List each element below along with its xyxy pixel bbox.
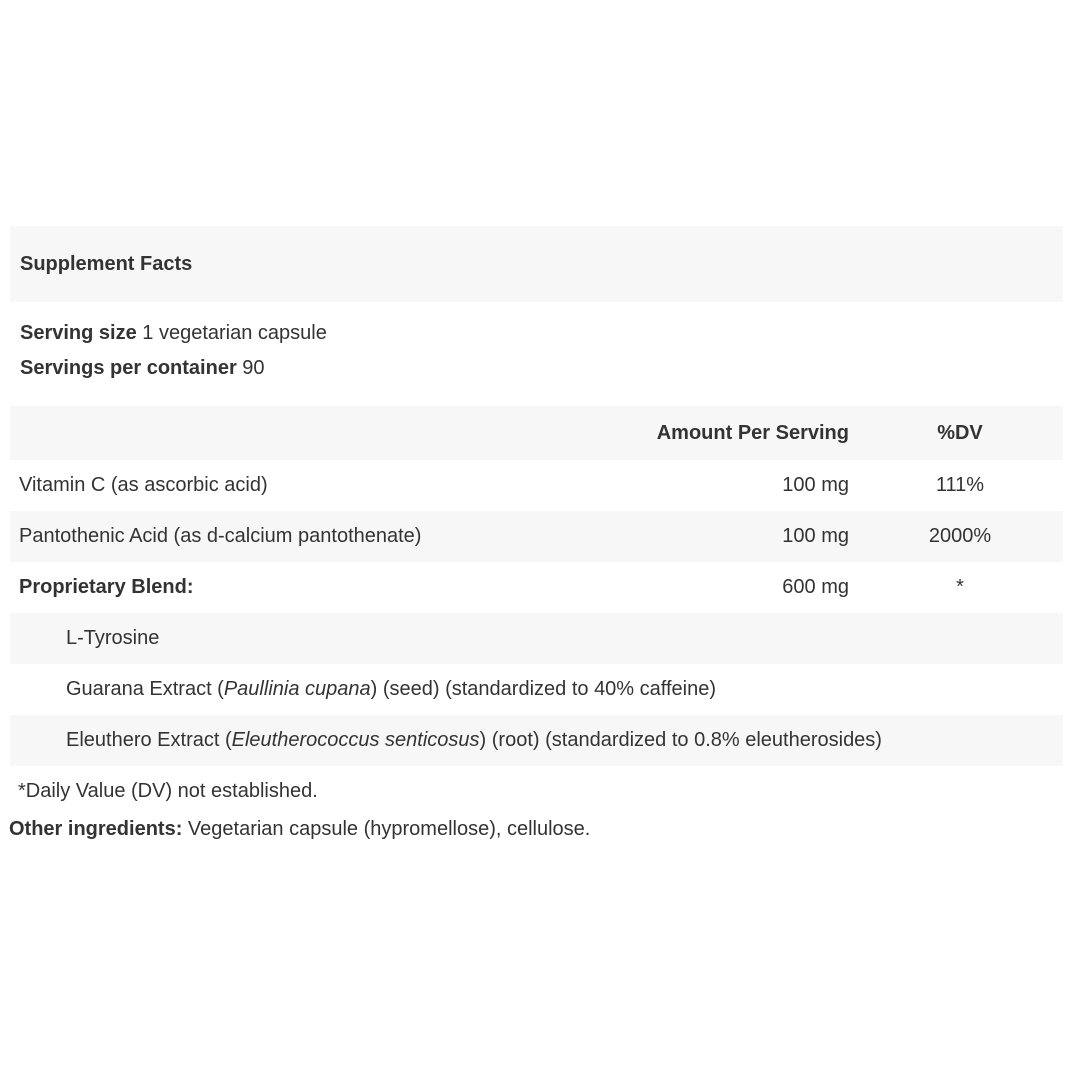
serving-size bbox=[20, 316, 1053, 351]
nutrient-amount: 600 mg bbox=[782, 576, 849, 598]
table-row bbox=[10, 511, 1063, 562]
serving-info bbox=[10, 302, 1063, 406]
nutrient-name: Pantothenic Acid (as d-calcium pantothenate) bbox=[19, 525, 422, 547]
blend-item bbox=[10, 664, 1063, 715]
blend-item-post: ) (seed) (standardized to 40% caffeine) bbox=[370, 678, 716, 700]
blend-item-italic: Eleutherococcus senticosus bbox=[231, 729, 480, 751]
serving-size-label: Serving size bbox=[20, 322, 137, 344]
servings-per-container-label: Servings per container bbox=[20, 357, 237, 379]
nutrient-dv: 111% bbox=[935, 474, 985, 496]
other-ingredients-value: Vegetarian capsule (hypromellose), cellulose. bbox=[182, 818, 591, 840]
blend-item-text: Guarana Extract ( bbox=[66, 678, 224, 700]
other-ingredients-label: Other ingredients: bbox=[9, 818, 183, 840]
servings-per-container-value: 90 bbox=[236, 357, 265, 379]
blend-item-text: Eleuthero Extract ( bbox=[66, 729, 232, 751]
nutrient-amount: 100 mg bbox=[782, 474, 849, 496]
header-dv: %DV bbox=[937, 421, 983, 444]
nutrient-dv: * bbox=[956, 576, 964, 598]
blend-item bbox=[10, 613, 1063, 664]
other-ingredients bbox=[9, 818, 590, 841]
nutrient-name: Vitamin C (as ascorbic acid) bbox=[19, 474, 268, 496]
nutrient-amount: 100 mg bbox=[782, 525, 849, 547]
dv-footnote-text: *Daily Value (DV) not established. bbox=[18, 779, 318, 802]
servings-per-container bbox=[20, 351, 1053, 386]
blend-item bbox=[10, 715, 1063, 766]
facts-title bbox=[10, 226, 1063, 302]
table-header bbox=[10, 406, 1063, 460]
facts-title-text: Supplement Facts bbox=[20, 252, 193, 275]
nutrient-dv: 2000% bbox=[928, 525, 992, 547]
serving-size-value: 1 vegetarian capsule bbox=[136, 322, 327, 344]
supplement-facts-panel bbox=[10, 226, 1063, 816]
dv-footnote bbox=[10, 766, 1063, 816]
blend-item-text: L-Tyrosine bbox=[66, 627, 160, 649]
table-row bbox=[10, 562, 1063, 613]
blend-item-post: ) (root) (standardized to 0.8% eleutherosides) bbox=[479, 729, 882, 751]
table-row bbox=[10, 460, 1063, 511]
nutrient-name: Proprietary Blend: bbox=[19, 576, 194, 598]
header-amount: Amount Per Serving bbox=[656, 421, 849, 444]
blend-item-italic: Paullinia cupana bbox=[223, 678, 371, 700]
